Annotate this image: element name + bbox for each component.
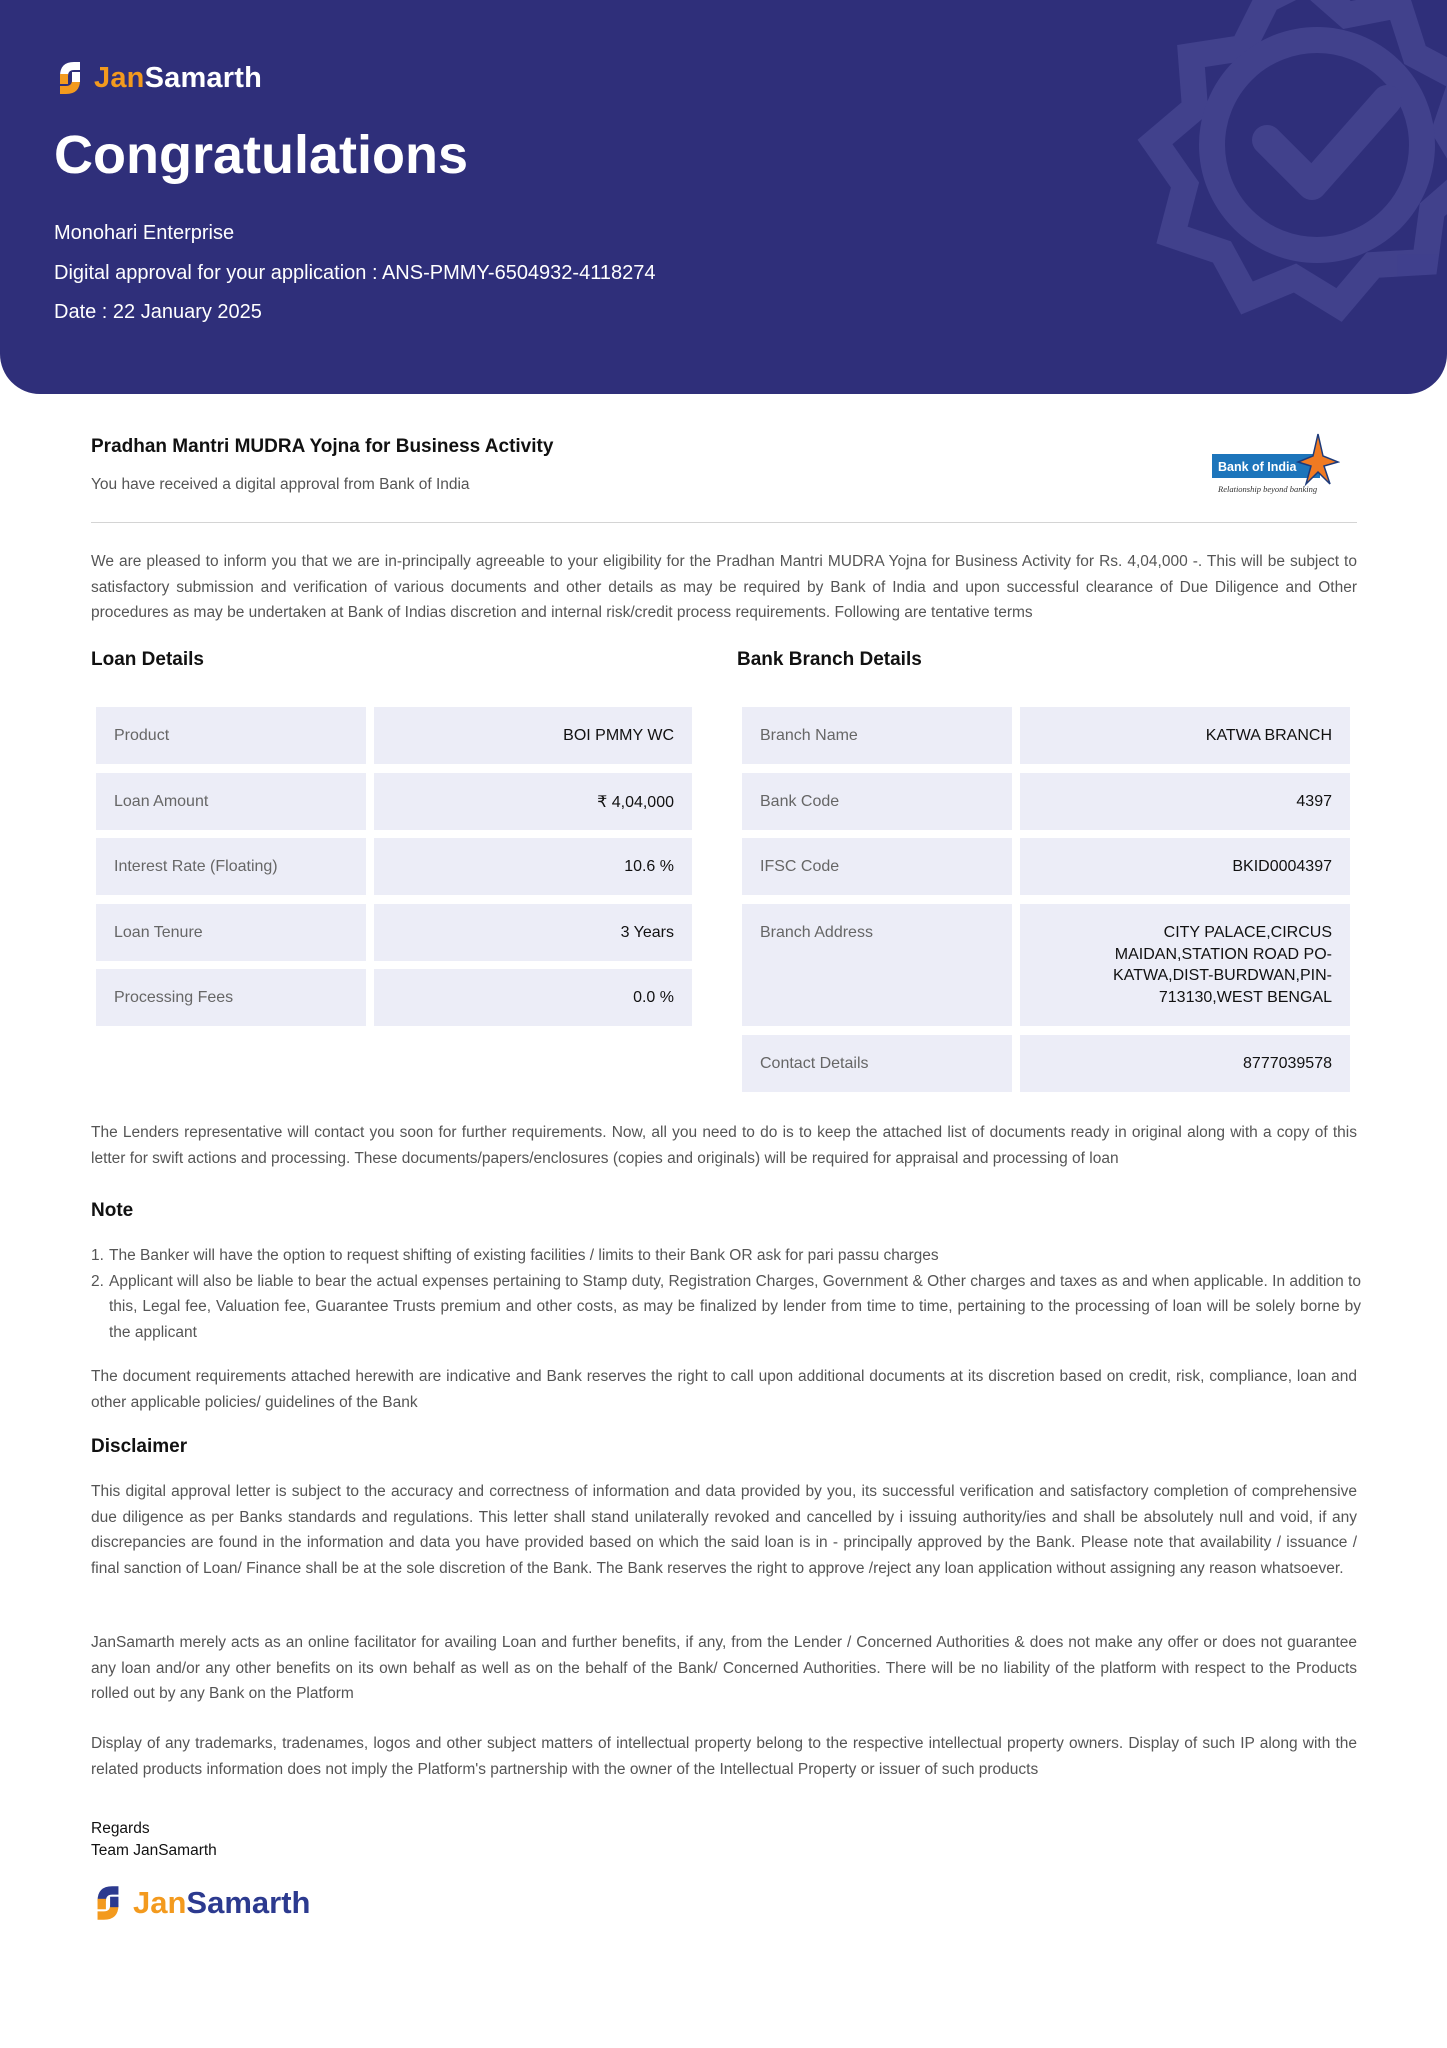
- address-line: 713130,WEST BENGAL: [1158, 988, 1332, 1006]
- application-id-line: Digital approval for your application : ANS-PMMY-6504932-4118274: [54, 262, 656, 284]
- branch-value: BKID0004397: [1020, 838, 1350, 895]
- loan-label: Interest Rate (Floating): [96, 838, 366, 895]
- loan-value: 0.0 %: [374, 969, 692, 1026]
- scheme-title: Pradhan Mantri MUDRA Yojna for Business Activity: [91, 436, 554, 457]
- divider: [91, 522, 1357, 523]
- lenders-paragraph: The Lenders representative will contact you soon for further requirements. Now, all you need to do is to keep the attached list of documents ready in original along with a copy of this letter for swift actions and processing. These documents/papers/enclosures (copies and originals) will be required for appraisal and processing of loan: [91, 1124, 1357, 1167]
- business-name: Monohari Enterprise: [54, 222, 235, 244]
- branch-address-value: [1020, 904, 1350, 1026]
- note-title: Note: [91, 1200, 134, 1221]
- branch-row-bank-code: [742, 773, 1350, 830]
- branch-label: Branch Address: [742, 904, 1012, 1026]
- address-line: KATWA,DIST-BURDWAN,PIN-: [1113, 967, 1332, 984]
- jansamarth-footer-logo: [91, 1880, 310, 1926]
- signoff: [91, 1818, 217, 1862]
- header-banner: [0, 0, 1447, 394]
- brand-wordmark: JanSamarth: [94, 61, 263, 94]
- loan-row-amount: [96, 773, 692, 830]
- branch-row-address: [742, 904, 1350, 1026]
- loan-row-interest-rate: [96, 838, 692, 895]
- branch-row-name: [742, 707, 1350, 764]
- loan-value: BOI PMMY WC: [374, 707, 692, 764]
- date-line: Date : 22 January 2025: [54, 301, 262, 323]
- loan-label: Processing Fees: [96, 969, 366, 1026]
- loan-label: Product: [96, 707, 366, 764]
- note-list: [91, 1243, 1361, 1345]
- svg-text:Relationship beyond banking: Relationship beyond banking: [1218, 484, 1318, 494]
- verified-badge-icon: [1127, 0, 1447, 340]
- disclaimer-paragraph: This digital approval letter is subject to the accuracy and correctness of information and data provided by you, its successful verification and satisfactory completion of comprehensive due diligence as per Banks standards and regulations. This letter shall stand unilaterally revoked and cancelled by i issuing authority/ies and shall be absolutely null and void, if any discrepancies are found in the information and data you have provided based on which the said loan is in - principally approved by the Bank. Please note that availability / issuance / final sanction of Loan/ Finance shall be at the sole discretion of the Bank. The Bank reserves the right to approve /reject any loan application without assigning any reason whatsoever.: [91, 1483, 1357, 1577]
- branch-label: Bank Code: [742, 773, 1012, 830]
- branch-label: Contact Details: [742, 1035, 1012, 1092]
- branch-label: IFSC Code: [742, 838, 1012, 895]
- loan-row-product: [96, 707, 692, 764]
- jansamarth-mark-icon: [91, 1880, 125, 1926]
- branch-row-contact: [742, 1035, 1350, 1092]
- page-title: Congratulations: [54, 125, 468, 185]
- regards-text: Regards: [91, 1820, 150, 1837]
- loan-row-processing-fees: [96, 969, 692, 1026]
- loan-value: 3 Years: [374, 904, 692, 961]
- loan-label: Loan Amount: [96, 773, 366, 830]
- loan-value: ₹ 4,04,000: [374, 773, 692, 830]
- jansamarth-mark-icon: [54, 56, 86, 100]
- list-item: 2. Applicant will also be liable to bear the actual expenses pertaining to Stamp duty, Registration Charges, Government & Other charges and taxes as and when applicable. In addition to this, Legal fee, Valuation fee, Guarantee Trusts premium and other costs, as may be finalized by lender from time to time, pertaining to the processing of loan will be solely borne by the applicant: [91, 1272, 1361, 1341]
- jansamarth-logo: [54, 56, 262, 100]
- loan-row-tenure: [96, 904, 692, 961]
- disclaimer-title: Disclaimer: [91, 1436, 188, 1457]
- address-line: CITY PALACE,CIRCUS: [1163, 924, 1332, 941]
- branch-label: Branch Name: [742, 707, 1012, 764]
- disclaimer-paragraph: JanSamarth merely acts as an online facilitator for availing Loan and further benefits, if any, from the Lender / Concerned Authorities & does not make any offer or does not guarantee any loan and/or any other benefits on its own behalf as well as on the behalf of the Bank/ Concerned Authorities. There will be no liability of the platform with respect to the Products rolled out by any Bank on the Platform: [91, 1634, 1357, 1702]
- document-requirements-paragraph: The document requirements attached herewith are indicative and Bank reserves the right to call upon additional documents at its discretion based on credit, risk, compliance, loan and other applicable policies/ guidelines of the Bank: [91, 1368, 1357, 1411]
- loan-label: Loan Tenure: [96, 904, 366, 961]
- bank-of-india-logo: [1210, 432, 1340, 498]
- intro-paragraph: We are pleased to inform you that we are in-principally agreeable to your eligibility for the Pradhan Mantri MUDRA Yojna for Business Activity for Rs. 4,04,000 -. This will be subject to satisfactory submission and verification of various documents and other details as may be required by Bank of India and upon successful clearance of Due Diligence and Other procedures as may be undertaken at Bank of Indias discretion and internal risk/credit process requirements. Following are tentative terms: [91, 553, 1357, 621]
- loan-value: 10.6 %: [374, 838, 692, 895]
- branch-value: KATWA BRANCH: [1020, 707, 1350, 764]
- branch-value: 4397: [1020, 773, 1350, 830]
- address-line: MAIDAN,STATION ROAD PO-: [1114, 945, 1332, 963]
- team-name: Team JanSamarth: [91, 1842, 217, 1859]
- disclaimer-paragraph: Display of any trademarks, tradenames, logos and other subject matters of intellectual property belong to the respective intellectual property owners. Display of such IP along with the related products information does not imply the Platform's partnership with the owner of the Intellectual Property or issuer of such products: [91, 1735, 1357, 1778]
- branch-row-ifsc: [742, 838, 1350, 895]
- scheme-subtitle: You have received a digital approval from Bank of India: [91, 476, 470, 493]
- brand-wordmark: JanSamarth: [133, 1885, 311, 1920]
- branch-details-title: Bank Branch Details: [737, 649, 922, 670]
- list-item: 1. The Banker will have the option to request shifting of existing facilities / limits to their Bank OR ask for pari passu charges: [91, 1247, 939, 1264]
- loan-details-title: Loan Details: [91, 649, 204, 670]
- svg-text:Bank of India: Bank of India: [1218, 460, 1297, 474]
- branch-value: 8777039578: [1020, 1035, 1350, 1092]
